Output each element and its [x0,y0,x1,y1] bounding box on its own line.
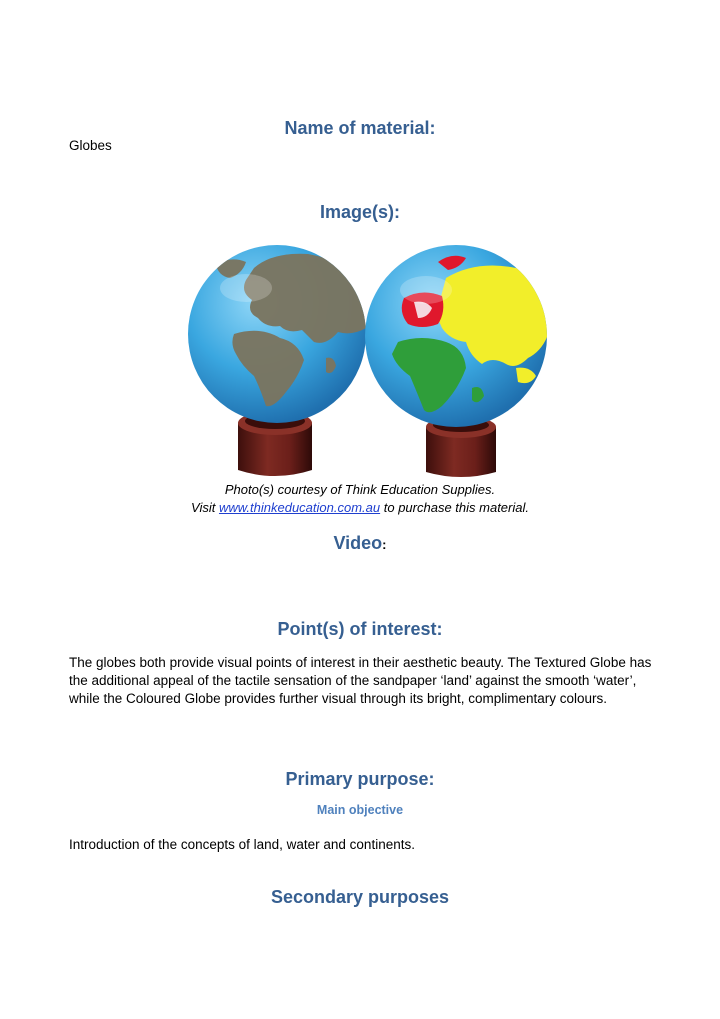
main-objective-subheading: Main objective [316,803,404,817]
primary-purpose-text: Introduction of the concepts of land, water and continents. [69,837,415,852]
photo-caption-line1: Photo(s) courtesy of Think Education Supplies. [224,482,496,497]
coloured-globe [365,245,547,427]
points-of-interest-heading: Point(s) of interest: [277,619,443,639]
points-of-interest-text: The globes both provide visual points of interest in their aesthetic beauty. The Textured Globe has the additional appeal of the tactile sensation of the sandpaper ‘land’ against the smooth ‘water’, while the Coloured Globe provides further visual through its bright, complimentary colours. [69,655,652,706]
secondary-purposes-heading: Secondary purposes [270,887,450,907]
globes-photo [176,238,547,482]
video-heading-text: Video [333,533,383,553]
material-name: Globes [69,138,112,153]
caption-visit: Visit [191,500,216,515]
name-of-material-heading: Name of material: [284,118,436,138]
video-colon: : [382,537,387,552]
video-heading [0,532,720,556]
caption-tail: to purchase this material. [383,500,529,515]
think-education-link[interactable]: www.thinkeducation.com.au [218,500,381,515]
textured-globe [188,245,366,423]
images-heading: Image(s): [319,202,400,222]
globes-illustration [176,238,547,482]
primary-purpose-heading: Primary purpose: [285,769,435,789]
photo-caption-line2 [0,499,720,517]
